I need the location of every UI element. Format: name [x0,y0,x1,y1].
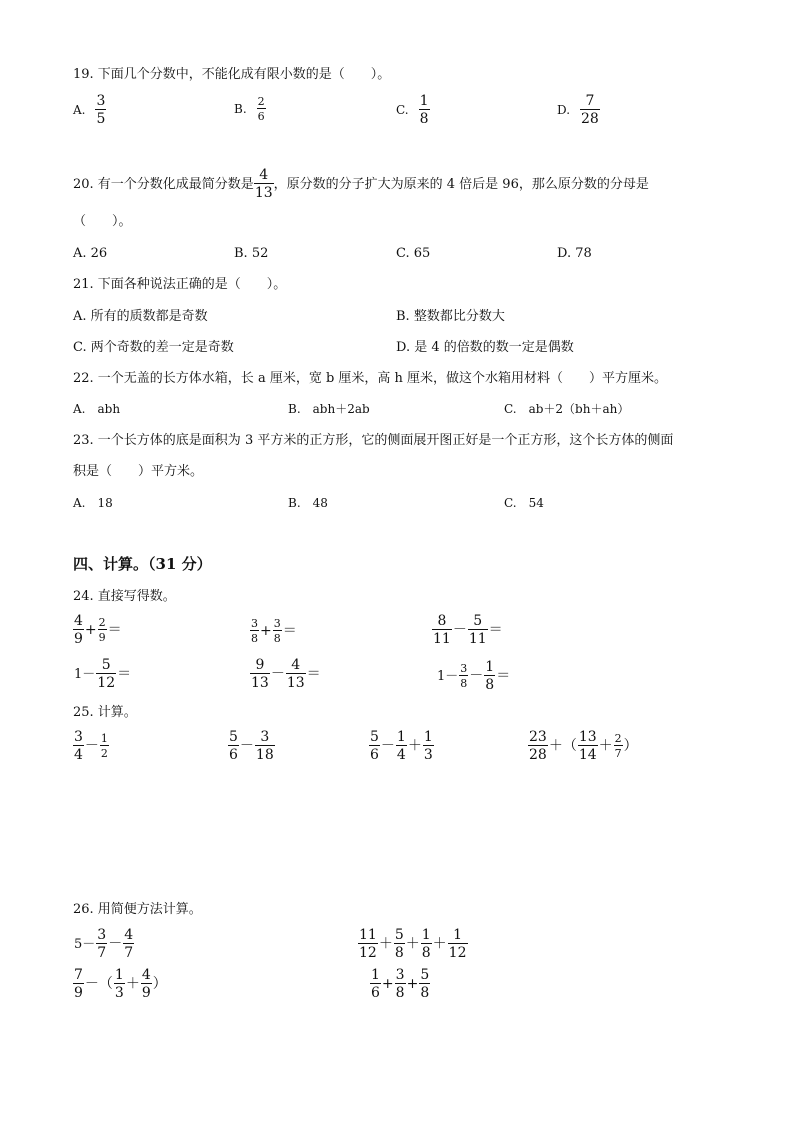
q24-expr-2: $\frac{3}{8}$ + $\frac{3}{8}$ ＝ [251,617,297,645]
q20-stem-part1: 20. 有一个分数化成最简分数是 [73,176,254,192]
q21-option-c[interactable]: C. 两个奇数的差一定是奇数 [73,340,234,355]
fraction: $\frac{4}{13}$ [254,167,273,201]
q26-expr-1: 5－ $\frac{3}{7}$ － $\frac{4}{7}$ [74,927,134,961]
q22-option-b[interactable]: B. abh＋2ab [288,402,370,416]
q20-option-b[interactable]: B. 52 [234,246,269,261]
q22-stem: 22. 一个无盖的长方体水箱，长 a 厘米，宽 b 厘米，高 h 厘米，做这个水箱用材料（ ）平方厘米。 [73,371,668,386]
q22-option-a[interactable]: A. abh [73,402,121,416]
q26-expr-3: $\frac{7}{9}$ －（ $\frac{1}{3}$ ＋ $\frac{4}{9}$ ） [74,967,167,1001]
q24-expr-4: 1－ $\frac{5}{12}$ ＝ [74,657,132,691]
option-letter: B. [234,102,247,116]
q20-option-c[interactable]: C. 65 [396,246,431,261]
q19-option-c[interactable] [396,94,430,126]
q25-expr-3: $\frac{5}{6}$ － $\frac{1}{4}$ ＋ $\frac{1}{3}$ [370,729,433,763]
q21-option-a[interactable]: A. 所有的质数都是奇数 [73,309,208,324]
q23-option-c[interactable]: C. 54 [504,496,544,510]
q20-stem-line2: （ ）。 [73,214,132,229]
q19-stem: 19. 下面几个分数中，不能化成有限小数的是（ ）。 [73,67,391,82]
q20-stem-part2: ，原分数的分子扩大为原来的 4 倍后是 96，那么原分数的分母是 [273,176,649,192]
q22-option-c[interactable]: C. ab＋2（bh＋ah） [504,402,630,416]
q21-option-d[interactable]: D. 是 4 的倍数的数一定是偶数 [396,340,574,355]
q24-expr-3: $\frac{8}{11}$ － $\frac{5}{11}$ ＝ [433,613,503,647]
q23-stem: 23. 一个长方体的底是面积为 3 平方米的正方形，它的侧面展开图正好是一个正方形，这个长方体的侧面 [73,433,674,448]
q19-option-d[interactable] [557,94,600,126]
q24-expr-6: 1－ $\frac{3}{8}$ － $\frac{1}{8}$ ＝ [437,659,511,693]
q24-expr-1: $\frac{4}{9}$ + $\frac{2}{9}$ ＝ [74,613,122,647]
q20-option-d[interactable]: D. 78 [557,246,592,261]
q24-title: 24. 直接写得数。 [73,589,176,604]
option-letter: A. [73,103,86,117]
q19-option-b[interactable] [234,96,266,122]
q26-title: 26. 用简便方法计算。 [73,902,202,917]
section-title: 四、计算。（31 分） [73,555,212,573]
fraction: $\frac{1}{8}$ [419,93,429,127]
q19-option-a[interactable] [73,94,106,126]
fraction: $\frac{3}{5}$ [96,93,106,127]
q23-option-a[interactable]: A. 18 [73,496,113,510]
q26-expr-4: $\frac{1}{6}$ + $\frac{3}{8}$ + $\frac{5}{8}$ [371,967,430,1001]
q24-expr-5: $\frac{9}{13}$ － $\frac{4}{13}$ ＝ [251,657,321,691]
fraction: $\frac{2}{6}$ [257,95,265,123]
q20-option-a[interactable]: A. 26 [73,246,108,261]
q23-stem-line2: 积是（ ）平方米。 [73,464,204,479]
q25-expr-2: $\frac{5}{6}$ － $\frac{3}{18}$ [229,729,274,763]
q26-expr-2: $\frac{11}{12}$ ＋ $\frac{5}{8}$ ＋ $\frac{1}{8}$ ＋ $\frac{1}{12}$ [359,927,467,961]
q25-expr-1: $\frac{3}{4}$ － $\frac{1}{2}$ [74,729,108,763]
q21-stem: 21. 下面各种说法正确的是（ ）。 [73,277,287,292]
q25-expr-4: $\frac{23}{28}$ ＋（ $\frac{13}{14}$ ＋ $\frac{2}{7}$ ） [529,729,638,763]
fraction: $\frac{7}{28}$ [581,93,599,127]
q20-stem [73,168,649,200]
option-letter: D. [557,103,571,117]
option-letter: C. [396,103,409,117]
q23-option-b[interactable]: B. 48 [288,496,328,510]
q21-option-b[interactable]: B. 整数都比分数大 [396,309,505,324]
q25-title: 25. 计算。 [73,705,137,720]
